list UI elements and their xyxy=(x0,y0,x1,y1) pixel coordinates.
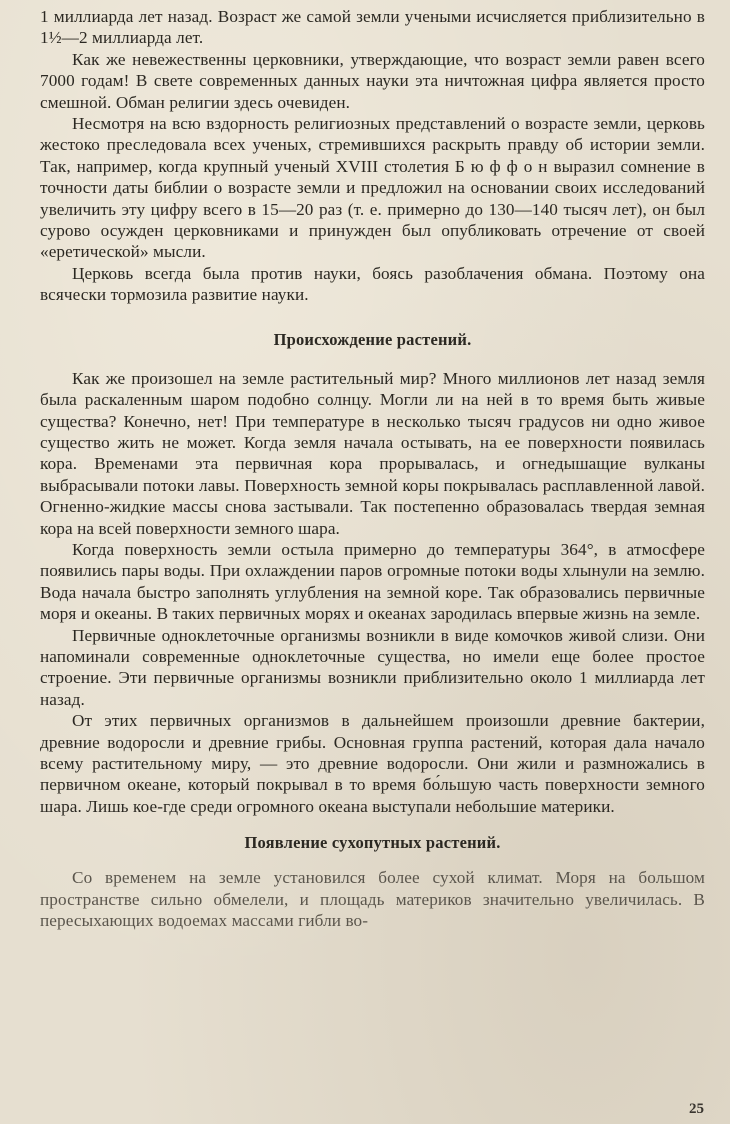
paragraph: Со временем на земле установился более сухой климат. Моря на большом пространстве сильно обмелели, и площадь материков значительно увеличилась. В пересыхающих водоемах массами гибли во- xyxy=(40,868,705,931)
paragraph: Как же произошел на земле растительный мир? Много миллионов лет назад земля была раскаленным шаром подобно солнцу. Могли ли на ней в то время быть живые существа? Конечно, нет! При температуре в несколько тысяч градусов ни одно живое существо жить не может. Когда земля начала остывать, на ее поверхности появилась кора. Временами эта первичная кора прорывалась, и огнедышащие вулканы выбрасывали потоки лавы. Поверхность земной коры покрывалась расплавленной лавой. Огненно-жидкие массы снова застывали. Так постепенно образовалась твердая земная кора на всей поверхности земного шара. xyxy=(40,368,705,538)
paragraph: Несмотря на всю вздорность религиозных представлений о возрасте земли, церковь жестоко преследовала всех ученых, стремившихся раскрыть правду об истории земли. Так, например, когда крупный ученый XVIII столетия Б ю ф ф о н выразил сомнение в точности даты библии о возрасте земли и предложил на основании своих исследований увеличить эту цифру всего в 15—20 раз (т. е. примерно до 130—140 тысяч лет), он был сурово осужден церковниками и принужден был опубликовать отречение от своей «еретической» мысли. xyxy=(40,114,705,262)
section-plant-origin xyxy=(40,368,705,818)
paragraph: 1 миллиарда лет назад. Возраст же самой земли учеными исчисляется приблизительно в 1½—2 миллиарда лет. xyxy=(40,7,705,48)
section-heading-plant-origin: Происхождение растений. xyxy=(273,329,472,349)
section-heading-land-plants: Появление сухопутных растений. xyxy=(244,833,501,853)
paragraph: Первичные одноклеточные организмы возникли в виде комочков живой слизи. Они напоминали современные одноклеточные существа, но имели еще более простое строение. Эти первичные организмы возникли приблизительно около 1 миллиарда лет назад. xyxy=(40,625,705,709)
page-number: 25 xyxy=(689,1101,704,1117)
paragraph: Церковь всегда была против науки, боясь разоблачения обмана. Поэтому она всячески тормозила развитие науки. xyxy=(40,263,705,305)
section-land-plants xyxy=(40,867,705,931)
paragraph: Когда поверхность земли остыла примерно до температуры 364°, в атмосфере появились пары воды. При охлаждении паров огромные потоки воды хлынули на землю. Вода начала быстро заполнять углубления на земной коре. Так образовались первичные моря и океаны. В таких первичных морях и океанах зародилась впервые жизнь на земле. xyxy=(40,539,705,624)
paragraph: Как же невежественны церковники, утверждающие, что возраст земли равен всего 7000 годам! В свете современных данных науки эта ничтожная цифра является просто смешной. Обман религии здесь очевиден. xyxy=(40,49,705,112)
intro-text xyxy=(40,6,705,306)
paragraph: От этих первичных организмов в дальнейшем произошли древние бактерии, древние водоросли и древние грибы. Основная группа растений, которая дала начало всему растительному миру, — это древние водоросли. Они жили и размножались в первичном океане, который покрывал в то время бо́льшую часть поверхности земного шара. Лишь кое-где среди огромного океана выступали небольшие материки. xyxy=(40,711,705,816)
